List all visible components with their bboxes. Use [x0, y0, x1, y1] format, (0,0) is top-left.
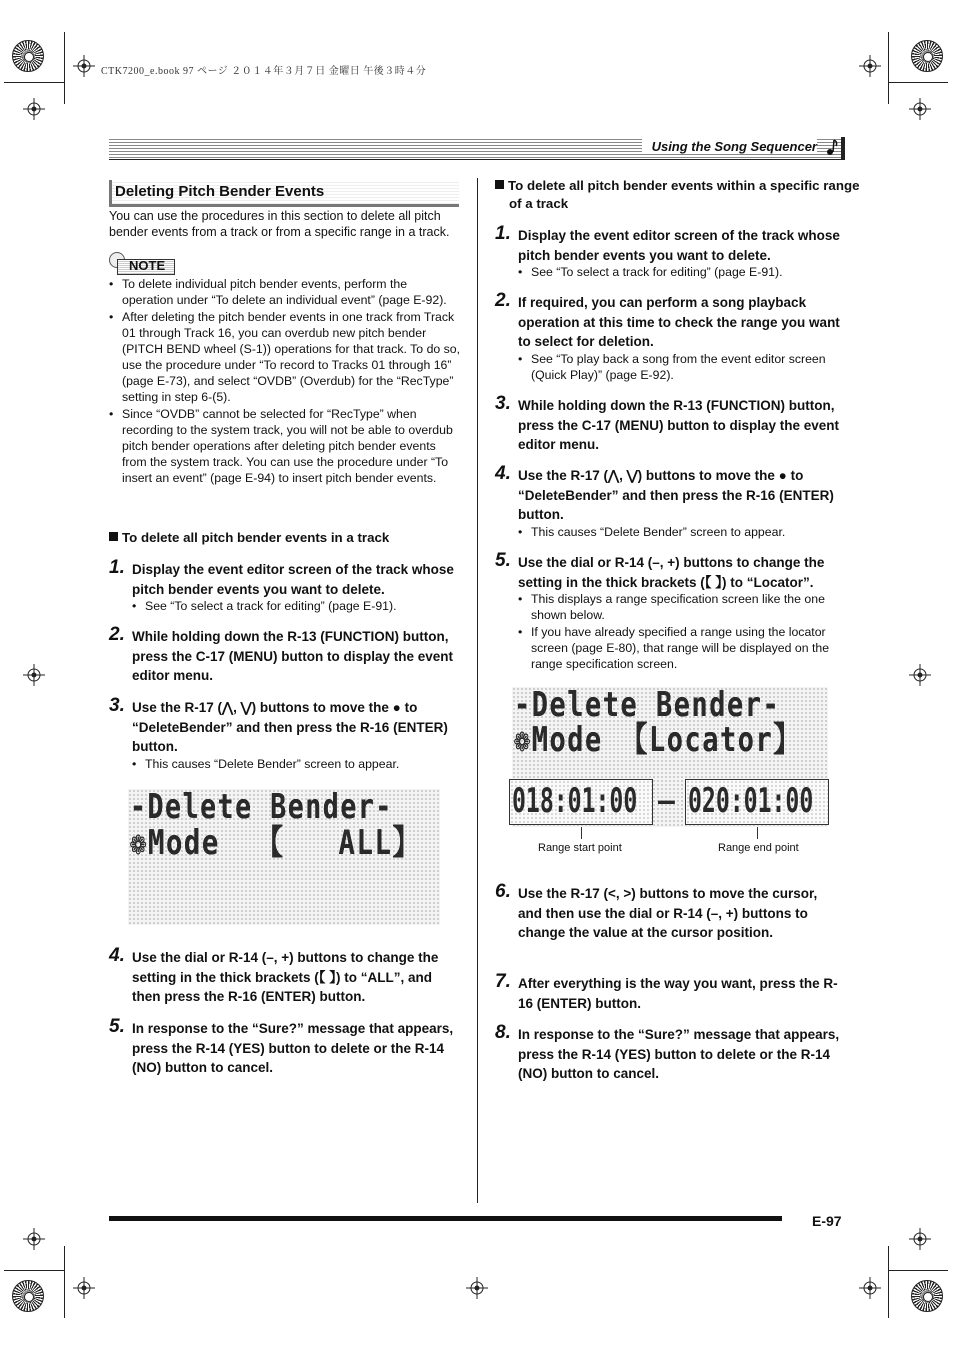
registration-target-icon — [73, 1277, 95, 1299]
print-header: CTK7200_e.book 97 ページ ２０１４年３月７日 金曜日 午後３時４分 — [101, 66, 427, 77]
registration-target-icon — [859, 55, 881, 77]
list-item: • This causes “Delete Bender” screen to appear. — [518, 524, 848, 540]
range-start-value: 018:01:00 — [512, 781, 638, 821]
registration-target-icon — [909, 1228, 931, 1250]
step-note — [518, 524, 848, 541]
step-text: Display the event editor screen of the track whose pitch bender events you want to delete. — [518, 228, 840, 263]
lcd-line: ❁Mode 【Locator】 — [514, 720, 802, 760]
subheading — [495, 177, 861, 213]
step-note — [518, 591, 848, 673]
step-note — [518, 351, 848, 384]
list-item: • See “To play back a song from the event editor screen (Quick Play)” (page E-92). — [518, 351, 848, 383]
step-number: 5. — [109, 1016, 125, 1037]
section-title-text: Deleting Pitch Bender Events — [115, 183, 325, 200]
caption-leader-line — [757, 827, 758, 839]
crop-mark — [64, 32, 65, 104]
running-header — [109, 137, 845, 160]
step-note — [132, 756, 462, 773]
step-number: 8. — [495, 1022, 511, 1043]
step-number: 2. — [109, 624, 125, 645]
step-number: 3. — [109, 695, 125, 716]
running-header-title: Using the Song Sequencer — [642, 139, 817, 154]
column-divider — [477, 178, 478, 1203]
note-badge — [109, 252, 175, 274]
footer-rule — [109, 1216, 782, 1221]
step-text: Use the R-17 (<, >) buttons to move the cursor, and then use the dial or R-14 (–, +) buttons to change the value at the cursor position. — [518, 886, 818, 940]
crop-mark — [4, 1270, 64, 1271]
step-number: 4. — [495, 463, 511, 484]
step-text: Display the event editor screen of the track whose pitch bender events you want to delete. — [132, 562, 454, 597]
step-number: 2. — [495, 290, 511, 311]
range-end-display — [685, 779, 829, 825]
lcd-screen-all — [128, 789, 440, 925]
step-number: 3. — [495, 393, 511, 414]
step-text: Use the R-17 (⋀, ⋁) buttons to move the ● to “DeleteBender” and then press the R-16 (ENTER) button. — [132, 700, 448, 754]
registration-target-icon — [909, 664, 931, 686]
running-header-end-bar — [841, 137, 845, 159]
step-text: While holding down the R-13 (FUNCTION) button, press the C-17 (MENU) button to display the event editor menu. — [518, 398, 840, 452]
crop-mark — [4, 82, 64, 83]
list-item: • If you have already specified a range using the locator screen (page E-80), that range will be displayed on the range specification screen. — [518, 624, 848, 672]
step-number: 1. — [109, 557, 125, 578]
crop-mark — [64, 1246, 65, 1318]
registration-target-icon — [73, 55, 95, 77]
step-text: After everything is the way you want, press the R-16 (ENTER) button. — [518, 976, 838, 1011]
step-number: 4. — [109, 945, 125, 966]
registration-target-icon — [466, 1277, 488, 1299]
list-item: • To delete individual pitch bender events, perform the operation under “To delete an individual event” (page E-92). — [109, 276, 461, 308]
subheading-text: To delete all pitch bender events in a track — [122, 530, 390, 545]
registration-target-icon — [859, 1277, 881, 1299]
page-number: E-97 — [812, 1213, 842, 1229]
step-note — [518, 264, 848, 281]
registration-target-icon — [23, 664, 45, 686]
list-item: • Since “OVDB” cannot be selected for “RecType” when recording to the system track, you will not be able to overdub pitch bender operations after deleting pitch bender events from the system track. You can use the procedure under “To insert an event” (page E-94) to insert pitch bender events. — [109, 406, 461, 486]
registration-target-icon — [909, 98, 931, 120]
list-item: • See “To select a track for editing” (page E-91). — [132, 598, 462, 614]
registration-target-icon — [23, 98, 45, 120]
music-note-icon — [825, 138, 839, 156]
registration-dial-icon — [911, 40, 943, 72]
step-number: 1. — [495, 223, 511, 244]
step-number: 6. — [495, 881, 511, 902]
step-text: Use the dial or R-14 (–, +) buttons to change the setting in the thick brackets (【 】) to “Locator”. — [518, 555, 825, 590]
crop-mark — [888, 1246, 889, 1318]
step-text: If required, you can perform a song playback operation at this time to check the range you want to select for deletion. — [518, 295, 840, 349]
subheading-text: To delete all pitch bender events within a specific range of a track — [508, 178, 860, 211]
crop-mark — [888, 1270, 948, 1271]
step-number: 5. — [495, 550, 511, 571]
registration-dial-icon — [911, 1280, 943, 1312]
registration-target-icon — [23, 1228, 45, 1250]
crop-mark — [888, 82, 948, 83]
step-text: While holding down the R-13 (FUNCTION) button, press the C-17 (MENU) button to display the event editor menu. — [132, 629, 454, 683]
step-text: In response to the “Sure?” message that appears, press the R-14 (YES) button to delete or the R-14 (NO) button to cancel. — [518, 1027, 840, 1081]
lcd-screen-locator — [512, 687, 828, 827]
section-title — [109, 180, 459, 207]
intro-paragraph: You can use the procedures in this section to delete all pitch bender events from a track or from a specific range in a track. — [109, 209, 450, 239]
caption-range-start: Range start point — [538, 842, 622, 854]
range-end-value: 020:01:00 — [688, 781, 814, 821]
caption-leader-line — [581, 827, 582, 839]
step-text: Use the dial or R-14 (–, +) buttons to change the setting in the thick brackets (【 】) to “ALL”, and then press the R-16 (ENTER) button. — [132, 950, 439, 1004]
step-text: In response to the “Sure?” message that appears, press the R-14 (YES) button to delete or the R-14 (NO) button to cancel. — [132, 1021, 454, 1075]
range-start-display — [509, 779, 653, 825]
lcd-line: -Delete Bender- — [514, 685, 781, 725]
crop-mark — [888, 32, 889, 104]
note-list — [109, 276, 461, 487]
lcd-line: -Delete Bender- — [130, 787, 393, 827]
step-number: 7. — [495, 971, 511, 992]
registration-dial-icon — [12, 1280, 44, 1312]
subheading — [109, 529, 464, 547]
list-item: • This displays a range specification screen like the one shown below. — [518, 591, 848, 623]
caption-range-end: Range end point — [718, 842, 799, 854]
range-separator: – — [658, 784, 675, 817]
step-note — [132, 598, 462, 615]
list-item: • See “To select a track for editing” (page E-91). — [518, 264, 848, 280]
lcd-line: ❁Mode 【 ALL】 — [130, 823, 422, 863]
step-text: Use the R-17 (⋀, ⋁) buttons to move the ● to “DeleteBender” and then press the R-16 (ENTER) button. — [518, 468, 834, 522]
list-item: • After deleting the pitch bender events in one track from Track 01 through Track 16, you can overdub new pitch bender (PITCH BEND wheel (S-1)) operations for that track. To do so, use the procedure under “To record to Tracks 01 through 16” (page E-73), and select “OVDB” (Overdub) for the “RecType” setting in step 6-(5). — [109, 309, 461, 405]
list-item: • This causes “Delete Bender” screen to appear. — [132, 756, 462, 772]
note-label: NOTE — [129, 258, 166, 273]
square-bullet-icon — [109, 532, 118, 541]
square-bullet-icon — [495, 180, 504, 189]
registration-dial-icon — [12, 40, 44, 72]
